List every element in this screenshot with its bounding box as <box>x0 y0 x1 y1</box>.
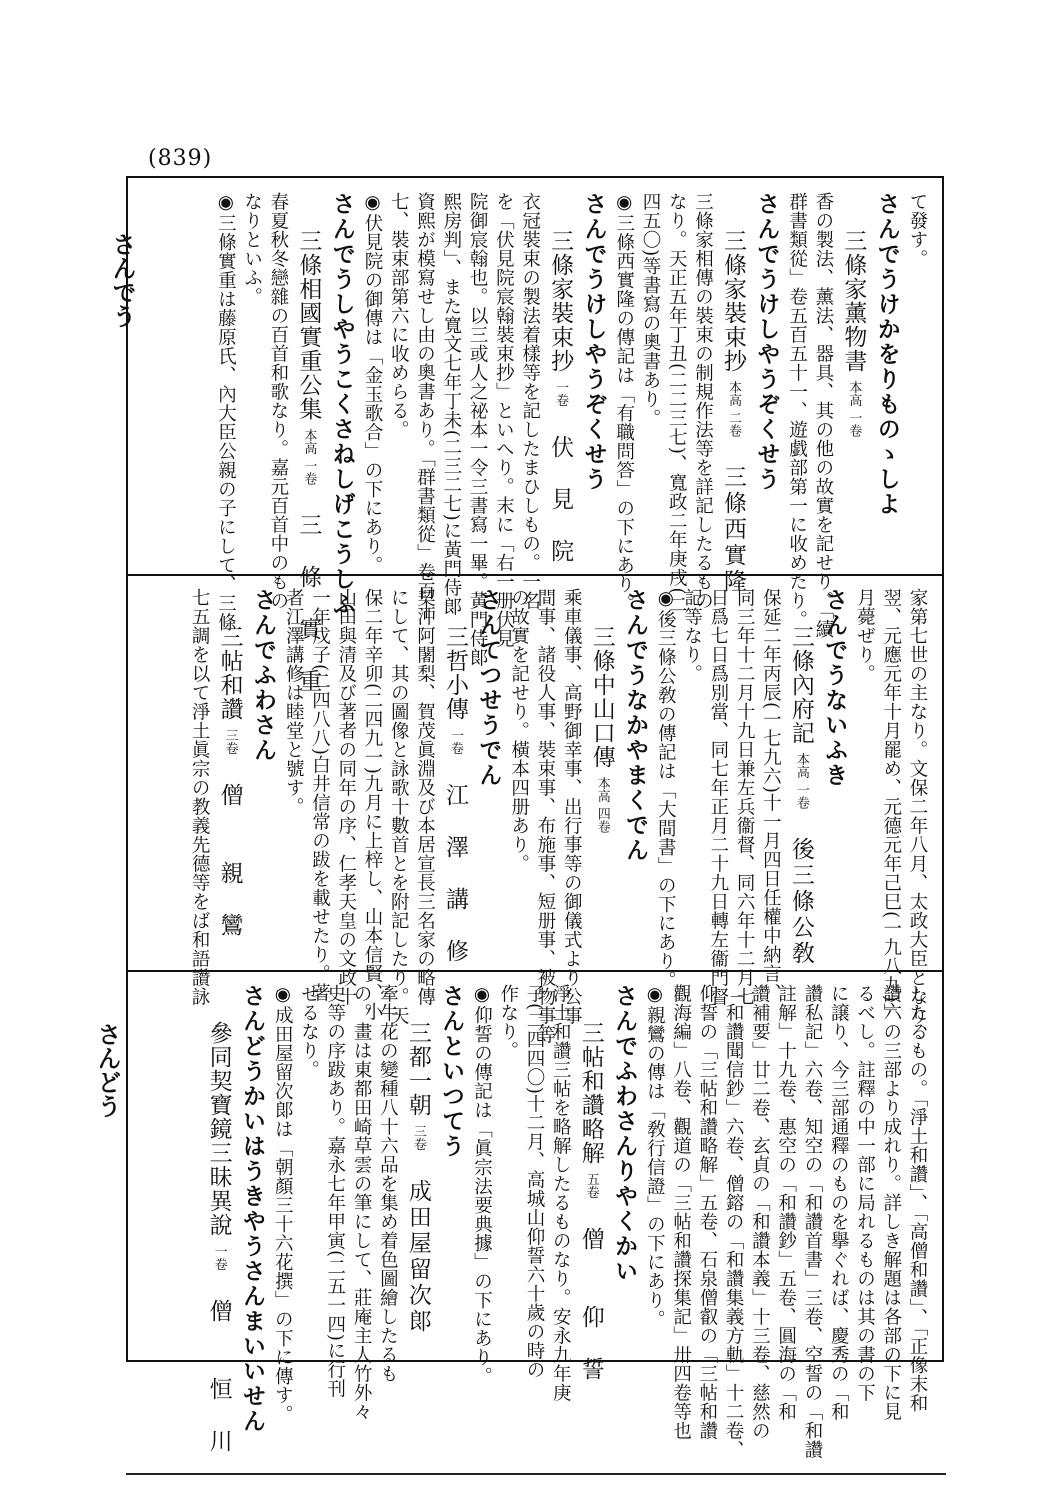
body-text-column: 春夏秋冬戀雜の百首和歌なり。嘉元百首中のもの <box>267 192 289 610</box>
entry-title: 三哲小傳 <box>442 624 469 721</box>
entry-author: 成田屋留次郞 <box>404 1178 431 1335</box>
entry-volume-count: 一卷 <box>448 728 464 755</box>
body-text-column: にして、其の圖像と詠歌十數首とを附記したり。天 <box>388 588 410 1025</box>
body-text-column: 保延二年丙辰(一七九六)十一月四日任權中納言、 <box>760 588 782 1003</box>
body-text-column: 山田與清及び著者の同年の序、仁孝天皇の文政十 <box>335 588 357 1006</box>
body-text-column: て發す。 <box>907 192 928 268</box>
tier-3 <box>128 970 942 1459</box>
entry-author: 僧 恒 川 <box>205 1298 232 1455</box>
entry-title-line <box>716 192 751 595</box>
entry-volume-count: 本高 一卷 <box>793 752 809 809</box>
entry-headword: さんどうかいはうきやうさんまいいせん <box>239 984 266 1434</box>
text-frame <box>126 176 944 1459</box>
entry-author: 三條西實隆 <box>720 464 747 595</box>
entry-volume-count: 三卷 <box>222 728 238 755</box>
entry-author: 後三條公敎 <box>787 836 814 967</box>
body-text-column: 契沖阿闍梨、賀茂眞淵及び本居宣長三名家の略傳 <box>414 588 436 1006</box>
body-text-column: 家第七世の主なり。文保二年八月、太政大臣となり、 <box>907 588 928 1044</box>
body-text-column: 作なり。 <box>497 984 519 1060</box>
entry-title-line <box>201 984 236 1455</box>
body-text-column: ◉親鸞の傳は「敎行信證」の下にあり。 <box>644 984 666 1329</box>
body-text-column: の故實を記せり。橫本四册あり。 <box>508 588 530 873</box>
body-text-column: 淨土和讚三帖を略解したるものなり。安永九年庚 <box>550 984 572 1402</box>
body-text-column: 註解」十九卷、惠空の「和讚鈔」五卷、圓海の「和 <box>775 984 797 1421</box>
page-number: (839) <box>148 146 213 171</box>
body-text-column: 熙房判」、また寬文七年丁未(二三二七)に黃門侍郞 <box>440 192 462 617</box>
body-text-column: ◉伏見院の御傳は「金玉歌合」の下にあり。 <box>362 192 384 575</box>
body-text-column: 史等の序跋あり。嘉永七年甲寅(二五一四)に行刊 <box>324 984 346 1399</box>
entry-headword: さんでふわさん <box>249 588 277 763</box>
body-text-column: 子(二四四〇)十二月、高城山仰誓六十歲の時の <box>523 984 545 1380</box>
entry-author: 僧 親 鸞 <box>216 782 243 939</box>
body-text-column: ◉成田屋留次郞は「朝顏三十六花撰」の下に傳す。 <box>272 984 294 1424</box>
entry-headword: さんといつてう <box>438 984 466 1159</box>
entry-headword: さんでうけかをりものゝしよ <box>873 192 901 517</box>
body-text-column: 三條家相傳の裝束の制規作法等を詳記したるもの <box>692 192 714 610</box>
body-text-column: 一年戊子(二四八八)白井信常の跋を載せたり。著 <box>309 588 331 1003</box>
entry-author: 三 條 實 重 <box>295 512 322 695</box>
entry-title: 三條家裝束抄 <box>547 228 574 373</box>
entry-headword: さんでうないふき <box>821 588 849 788</box>
entry-author: 江 澤 講 修 <box>442 782 469 965</box>
body-text-column: なりといふ。 <box>241 192 263 306</box>
body-text-column: を「伏見院宸翰裝束抄」といへり。末に「右一册伏見 <box>493 192 515 648</box>
body-text-column: 間事、諸役人事、裝束事、布施事、短册事、被物事等 <box>534 588 556 1044</box>
entry-title: 參同契寶鏡三昧異說 <box>205 1020 232 1237</box>
entry-volume-count: 本高 一卷 <box>301 428 317 485</box>
entry-title-line <box>836 192 871 560</box>
body-text-column: 資熙が模寫せし由の奧書あり。「群書類從」卷百十 <box>414 192 436 620</box>
body-text-column: ◉三條實重は藤原氏、內大臣公親の子にして、三條 <box>215 192 237 632</box>
tier-3-columns <box>140 984 930 1459</box>
entry-volume-count: 一卷 <box>211 1244 227 1271</box>
entry-title: 三條家薰物書 <box>840 228 867 373</box>
entry-title-line <box>584 588 619 956</box>
body-text-column: なり。天正五年丁丑(二二三七)、寬政二年庚戌(二 <box>666 192 688 615</box>
entry-headword: さんでうけしやうぞくせう <box>580 192 608 492</box>
entry-volume-count: 本高 四卷 <box>594 776 610 833</box>
body-text-column: 讚」の三部より成れり。詳しき解題は各部の下に見 <box>880 984 902 1421</box>
entry-title-line <box>438 588 473 965</box>
body-text-column: 讚私記」六卷、知空の「和讚首書」三卷、空誓の「和讚 <box>801 984 823 1459</box>
entry-title-line <box>783 588 818 967</box>
body-text-column: ◉後三條公敎の傳記は「大間書」の下にあり。 <box>655 588 677 990</box>
body-text-column: 仰誓の「三帖和讚略解」五卷、石泉僧叡の「三帖和讚 <box>696 984 718 1440</box>
body-text-column: 者江澤講修は睦堂と號す。 <box>283 588 305 816</box>
body-text-column: 院御宸翰也。以三或人之祕本一令三書寫一畢。黃門侍郞 <box>467 192 489 667</box>
entry-headword: さんでうけしやうぞくせう <box>753 192 781 492</box>
entry-volume-count: 三卷 <box>410 1124 426 1151</box>
entry-title: 三都一朝 <box>404 1020 431 1117</box>
entry-title-line <box>543 192 578 565</box>
body-text-column: せるなり。 <box>298 984 320 1079</box>
entry-headword: さんてつせうでん <box>475 588 503 788</box>
body-text-column: 牽牛花の變種八十六品を集め着色圖繪したるも <box>377 984 399 1383</box>
entry-author: 伏 見 院 <box>547 434 574 565</box>
entry-headword: さんでうしやうこくさねしげこうしふ <box>328 192 356 617</box>
entry-title: 三帖和讚略解 <box>577 1020 604 1165</box>
entry-volume-count: 五卷 <box>583 1172 599 1199</box>
entry-headword: さんでふわさんりやくかい <box>611 984 639 1284</box>
entry-title: 三條相國實重公集 <box>295 228 322 421</box>
entry-volume-count: 一卷 <box>553 380 569 407</box>
body-text-column: 記等なり。 <box>681 588 703 683</box>
body-text-column: 觀海編」八卷、觀道の「三帖和讚探集記」卅四卷等也 <box>670 984 692 1440</box>
entry-title: 三條中山口傳 <box>588 624 615 769</box>
body-text-column: に譲り、今三部通釋のものを擧ぐれば、慶秀の「和 <box>828 984 850 1421</box>
entry-title-line <box>400 984 435 1346</box>
entry-volume-count: 本高 二卷 <box>726 380 742 437</box>
entry-title-line <box>212 588 247 956</box>
body-text-column: 月薨ぜり。 <box>854 588 876 683</box>
running-headword-bottom: さんどう <box>93 1022 122 1118</box>
body-text-column: 衣冠裝束の製法着樣等を記したまひしもの。一名 <box>519 192 541 610</box>
body-text-column: 四五〇)等書寫の奧書あり。 <box>639 192 661 428</box>
body-text-column: 日爲七日爲別當、同七年正月二十九日轉左衞門督 <box>707 588 729 1006</box>
entry-title-line <box>573 984 608 1383</box>
body-text-column: 乘車儀事、高野御幸事、出行事等の御儀式より公事 <box>561 588 583 1025</box>
body-text-column: 群書類從」卷五百五十一、遊戯部第一に收めたり。 <box>786 192 808 629</box>
body-text-column: ◉三條西實隆の傳記は「有職問答」の下にあり。 <box>613 192 635 613</box>
entry-headword: さんでうなかやまくでん <box>622 588 650 863</box>
entry-title: 三帖和讚 <box>216 624 243 721</box>
running-headword-top: さんでう <box>108 232 137 328</box>
body-text-column: るべし。註釋の中一部に局れるものは其の書の下 <box>854 984 876 1402</box>
body-text-column: 同三年十二月十九日兼左兵衞督、同六年十二月七 <box>734 588 756 1006</box>
body-text-column: ◉仰誓の傳記は「眞宗法要典據」の下にあり。 <box>471 984 493 1386</box>
body-text-column: 香の製法、薰法、器具、其の他の故實を記せり。「續 <box>812 192 834 639</box>
body-text-column: 保二年辛卯(二四九一)九月に上梓し、山本信賢、小 <box>362 588 384 1022</box>
entry-author: 僧 仰 誓 <box>577 1226 604 1383</box>
entry-title: 三條家裝束抄 <box>720 228 747 373</box>
entry-volume-count: 本高 一卷 <box>846 380 862 437</box>
body-text-column: したるもの。「淨土和讚」、「高僧和讚」、「正像末和 <box>907 984 928 1413</box>
body-text-column: 讚補要」廿二卷、玄貞の「和讚本義」十三卷、慈然の <box>749 984 771 1440</box>
entry-title: 三條內府記 <box>787 624 814 745</box>
body-text-column: 七五調を以て淨土眞宗の教義先德等をば和語讚詠 <box>189 588 211 1006</box>
body-text-column: の。畫は東都田崎草雲の筆にして、莊庵主人竹外々 <box>351 984 373 1421</box>
body-text-column: 翌、元應元年十月罷め、元德元年己巳(一九八九)六 <box>880 588 902 1022</box>
body-text-column: 「和讚聞信鈔」六卷、僧鎔の「和讚集義方軌」十二卷、 <box>723 984 745 1459</box>
entry-title-line <box>291 192 326 695</box>
body-text-column: 七、裝束部第六に收めらる。 <box>388 192 410 439</box>
bottom-rule <box>126 1473 946 1475</box>
